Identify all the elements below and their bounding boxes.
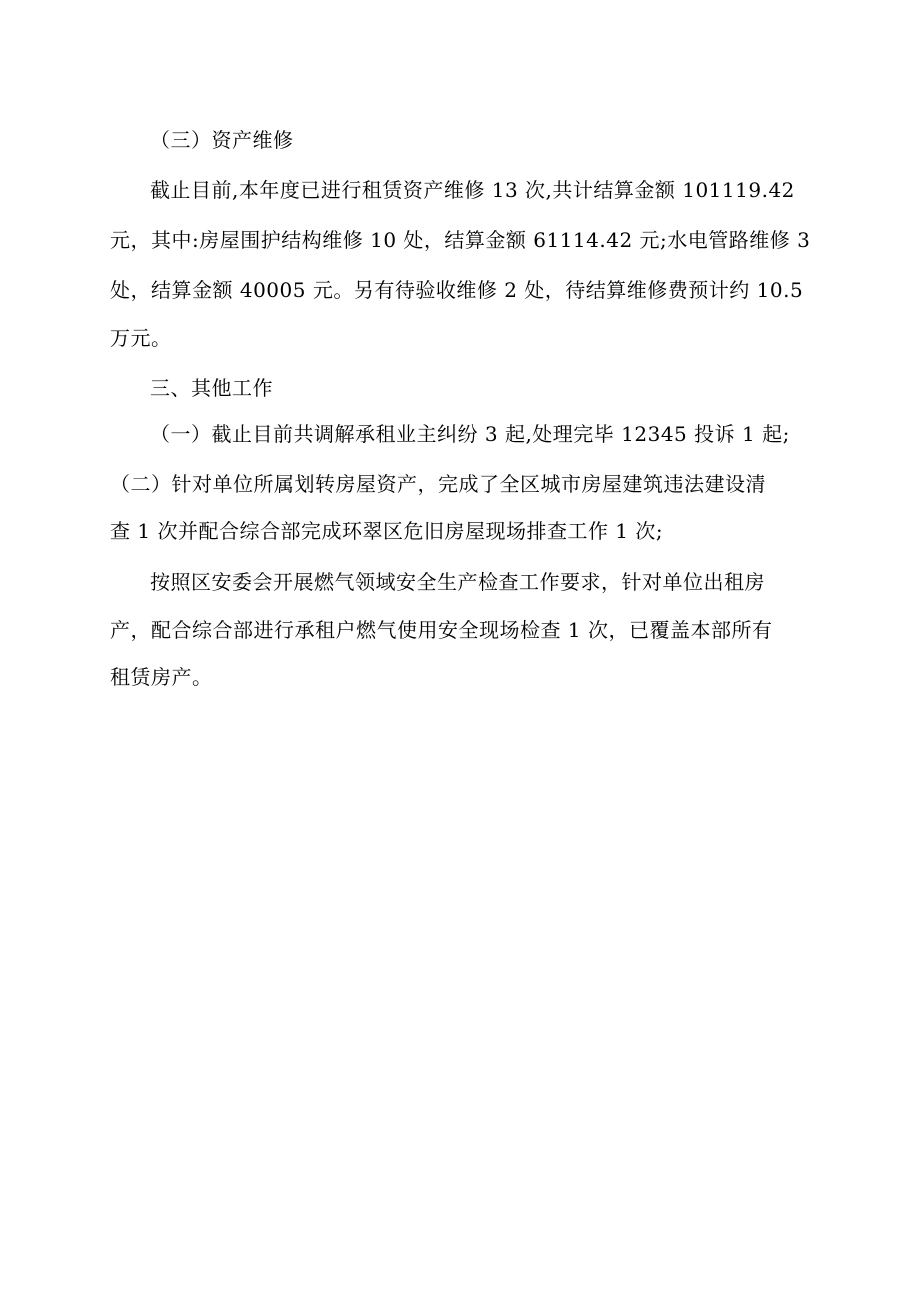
chapter-heading-other-work: 三、其他工作 [150, 376, 273, 400]
maintenance-paragraph-line-2: 元，其中:房屋围护结构维修 10 处，结算金额 61114.42 元;水电管路维修 3 [110, 228, 811, 252]
maintenance-paragraph-line-3: 处，结算金额 40005 元。另有待验收维修 2 处，待结算维修费预计约 10.5 [110, 278, 804, 302]
safety-paragraph-line-3: 租赁房产。 [110, 665, 213, 689]
safety-paragraph-line-1: 按照区安委会开展燃气领域安全生产检查工作要求，针对单位出租房 [150, 570, 765, 594]
maintenance-paragraph-line-4: 万元。 [110, 326, 172, 350]
other-work-item-2-line-1: （二）针对单位所属划转房屋资产，完成了全区城市房屋建筑违法建设清 [110, 472, 766, 496]
section-heading-asset-maintenance: （三）资产维修 [150, 128, 294, 152]
other-work-item-2-line-2: 查 1 次并配合综合部完成环翠区危旧房屋现场排查工作 1 次; [110, 519, 664, 543]
other-work-item-1: （一）截止目前共调解承租业主纠纷 3 起,处理完毕 12345 投诉 1 起; [150, 422, 790, 446]
maintenance-paragraph-line-1: 截止目前,本年度已进行租赁资产维修 13 次,共计结算金额 101119.42 [150, 178, 795, 202]
safety-paragraph-line-2: 产，配合综合部进行承租户燃气使用安全现场检查 1 次，已覆盖本部所有 [110, 618, 773, 642]
